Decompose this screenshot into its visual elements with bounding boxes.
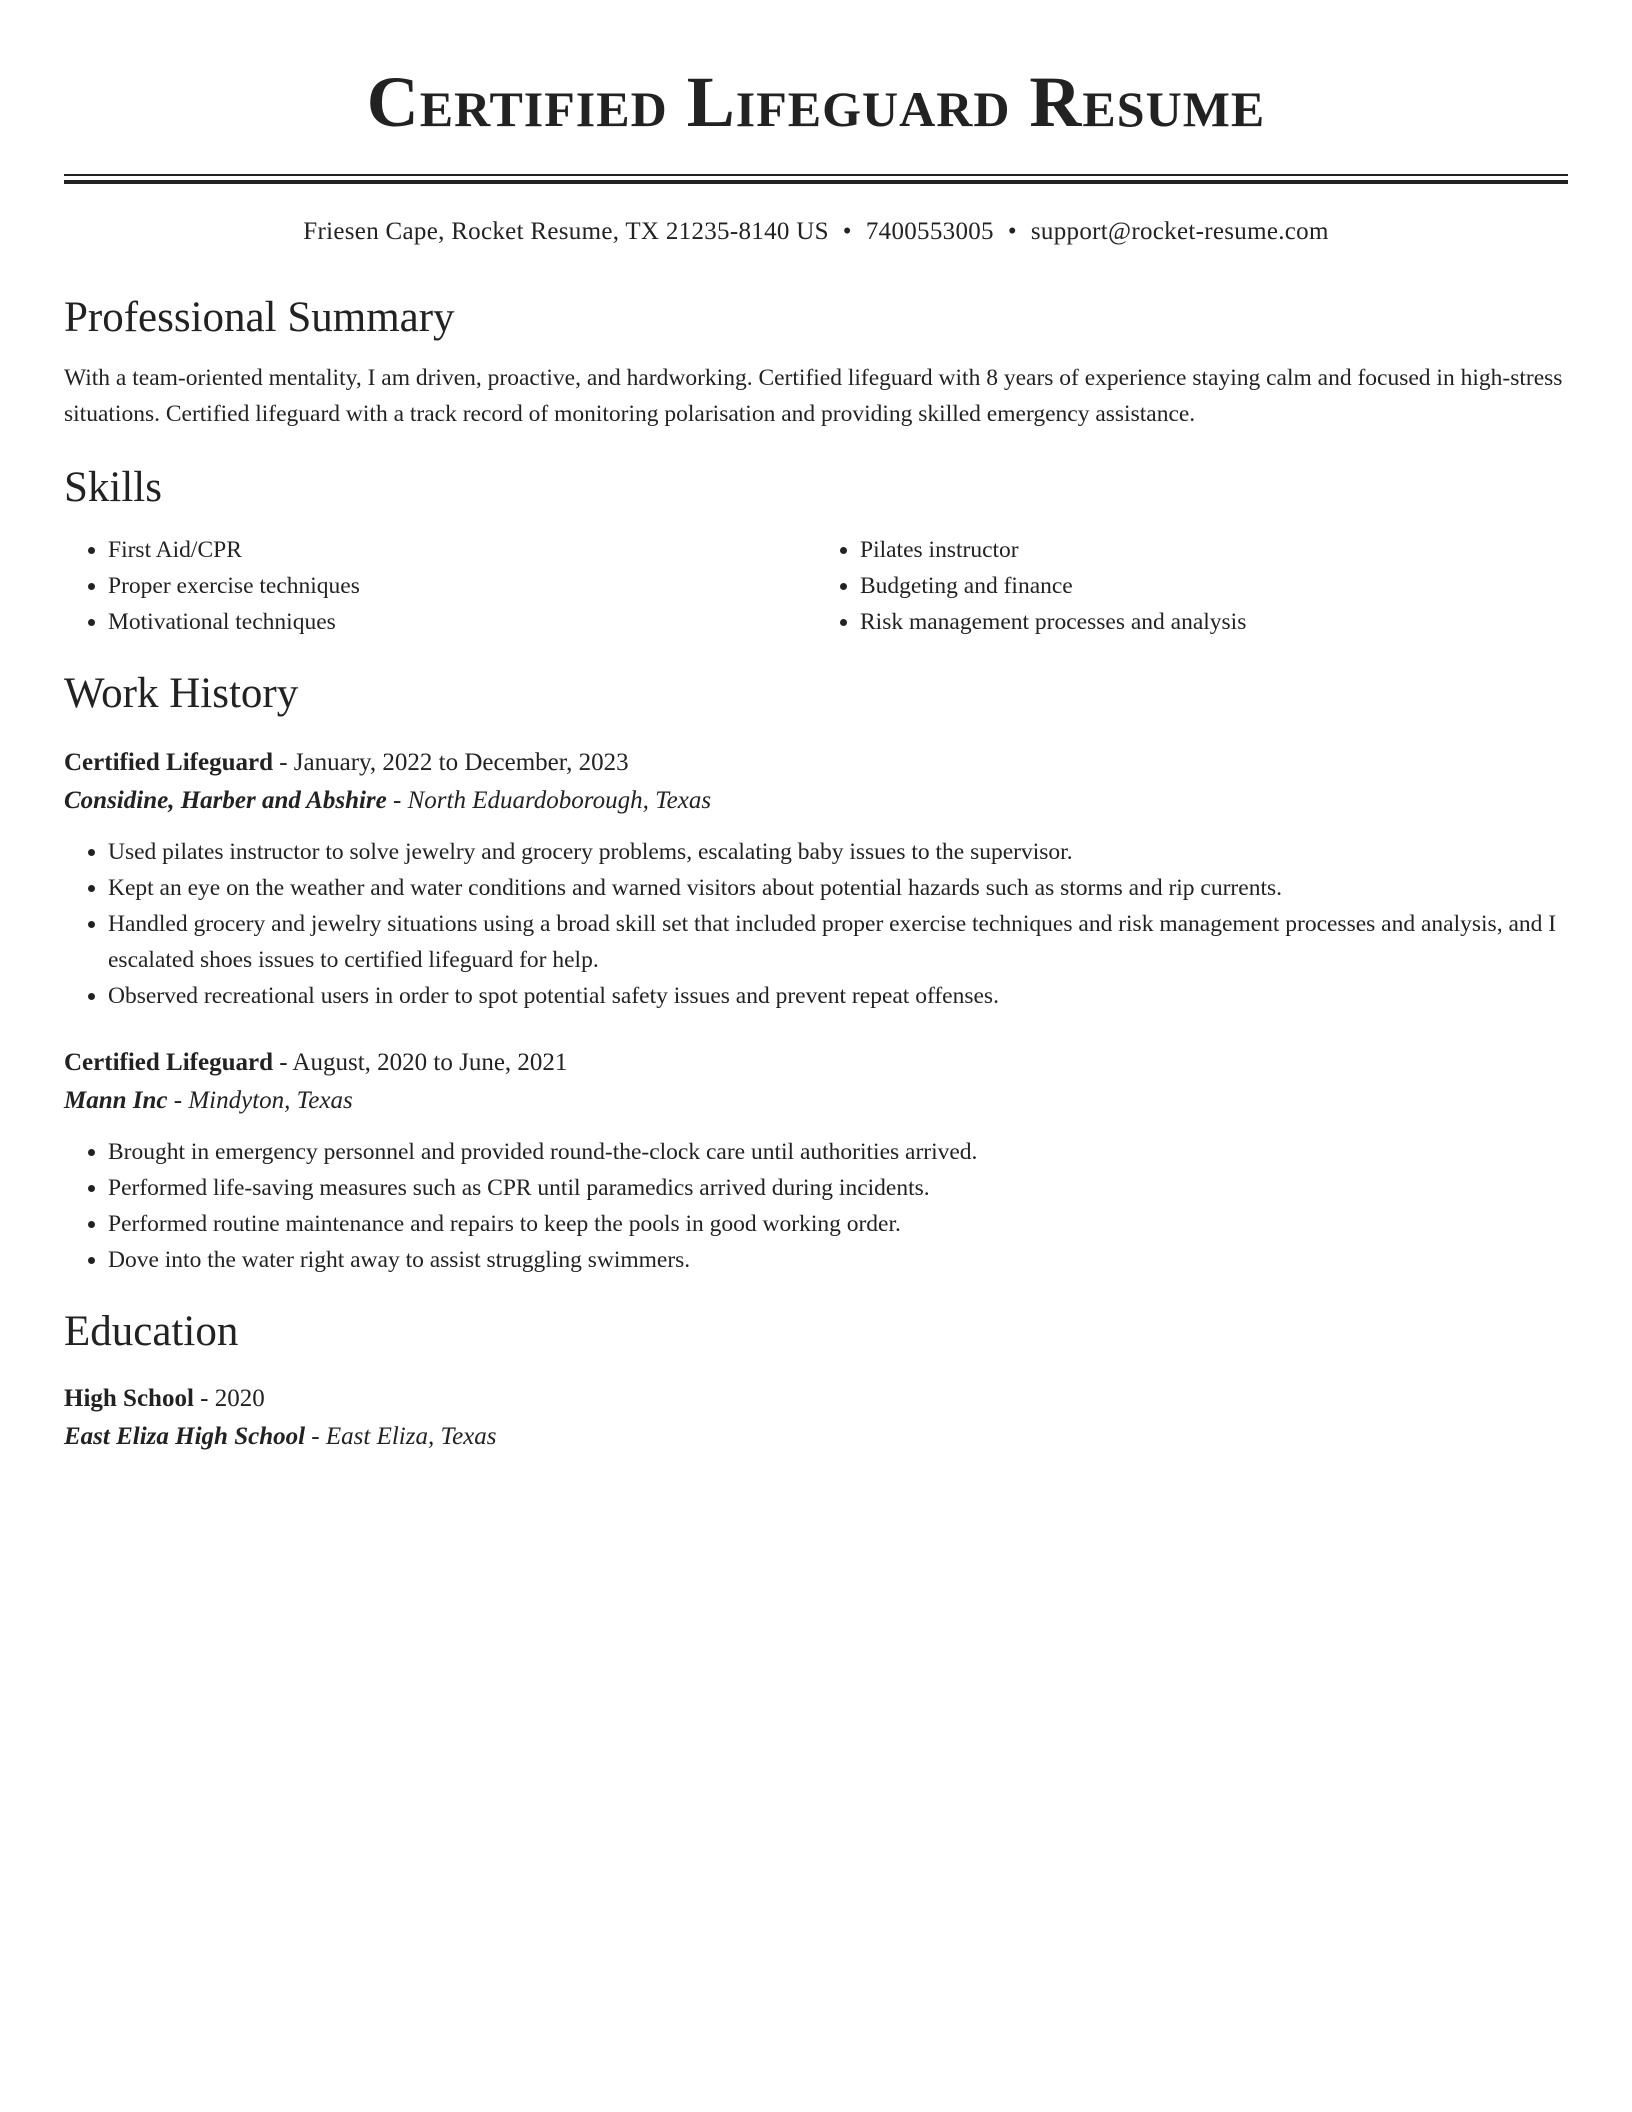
skills-heading: Skills <box>64 464 162 511</box>
skill-item: • First Aid/CPR <box>108 532 816 568</box>
skill-item: • Pilates instructor <box>860 532 1568 568</box>
skill-item: • Budgeting and finance <box>860 568 1568 604</box>
duty-item: • Observed recreational users in order to spot potential safety issues and prevent repeat offenses. <box>108 978 1568 1014</box>
job-location: - Mindyton, Texas <box>167 1087 353 1114</box>
duty-item: • Brought in emergency personnel and provided round-the-clock care until authorities arrived. <box>108 1134 1568 1170</box>
job-entry <box>64 1044 1568 1278</box>
education-degree-line <box>64 1380 1568 1418</box>
contact-line <box>64 214 1568 250</box>
skills-column-left <box>64 532 816 640</box>
education-heading: Education <box>64 1308 239 1355</box>
skill-item: • Proper exercise techniques <box>108 568 816 604</box>
duty-item: • Performed routine maintenance and repairs to keep the pools in good working order. <box>108 1206 1568 1242</box>
education-entry <box>64 1380 1568 1456</box>
job-duties <box>64 834 1568 1014</box>
contact-separator: • <box>842 218 852 245</box>
resume-title: Certified Lifeguard Resume <box>366 62 1266 142</box>
education-school: East Eliza High School <box>64 1423 306 1450</box>
job-dates: - August, 2020 to June, 2021 <box>272 1049 568 1076</box>
skill-item: • Risk management processes and analysis <box>860 604 1568 640</box>
contact-separator: • <box>1007 218 1017 245</box>
contact-phone: 7400553005 <box>865 218 994 245</box>
education-year: - 2020 <box>193 1385 265 1412</box>
contact-email: support@rocket-resume.com <box>1030 218 1329 245</box>
job-dates: - January, 2022 to December, 2023 <box>272 749 629 776</box>
work-history-heading: Work History <box>64 670 299 717</box>
job-heading <box>64 744 1568 782</box>
contact-address: Friesen Cape, Rocket Resume, TX 21235-8140 US <box>303 218 829 245</box>
duty-item: • Handled grocery and jewelry situations using a broad skill set that included proper exercise techniques and risk management processes and analysis, and I escalated shoes issues to certified lifeguard for help. <box>108 906 1568 978</box>
duty-item: • Used pilates instructor to solve jewelry and grocery problems, escalating baby issues to the supervisor. <box>108 834 1568 870</box>
summary-heading: Professional Summary <box>64 294 455 341</box>
summary-text: With a team-oriented mentality, I am driven, proactive, and hardworking. Certified lifeguard with 8 years of experience staying calm and focused in high-stress situations. Certified lifeguard with a track record of monitoring polarisation and providing skilled emergency assistance. <box>64 365 1563 427</box>
education-location: - East Eliza, Texas <box>305 1423 497 1450</box>
title-divider <box>64 174 1568 184</box>
duty-item: • Dove into the water right away to assist struggling swimmers. <box>108 1242 1568 1278</box>
job-heading <box>64 1044 1568 1082</box>
skills-column-right <box>816 532 1568 640</box>
education-degree: High School <box>64 1385 194 1412</box>
job-title: Certified Lifeguard <box>64 749 273 776</box>
job-company: Considine, Harber and Abshire <box>64 787 387 814</box>
job-title: Certified Lifeguard <box>64 1049 273 1076</box>
skill-item: • Motivational techniques <box>108 604 816 640</box>
job-duties <box>64 1134 1568 1278</box>
education-school-line <box>64 1418 1568 1456</box>
job-location: - North Eduardoborough, Texas <box>386 787 712 814</box>
job-employer <box>64 1082 1568 1120</box>
duty-item: • Performed life-saving measures such as CPR until paramedics arrived during incidents. <box>108 1170 1568 1206</box>
job-entry <box>64 744 1568 1014</box>
job-employer <box>64 782 1568 820</box>
duty-item: • Kept an eye on the weather and water conditions and warned visitors about potential hazards such as storms and rip currents. <box>108 870 1568 906</box>
skills-list <box>64 532 1568 640</box>
job-company: Mann Inc <box>64 1087 168 1114</box>
